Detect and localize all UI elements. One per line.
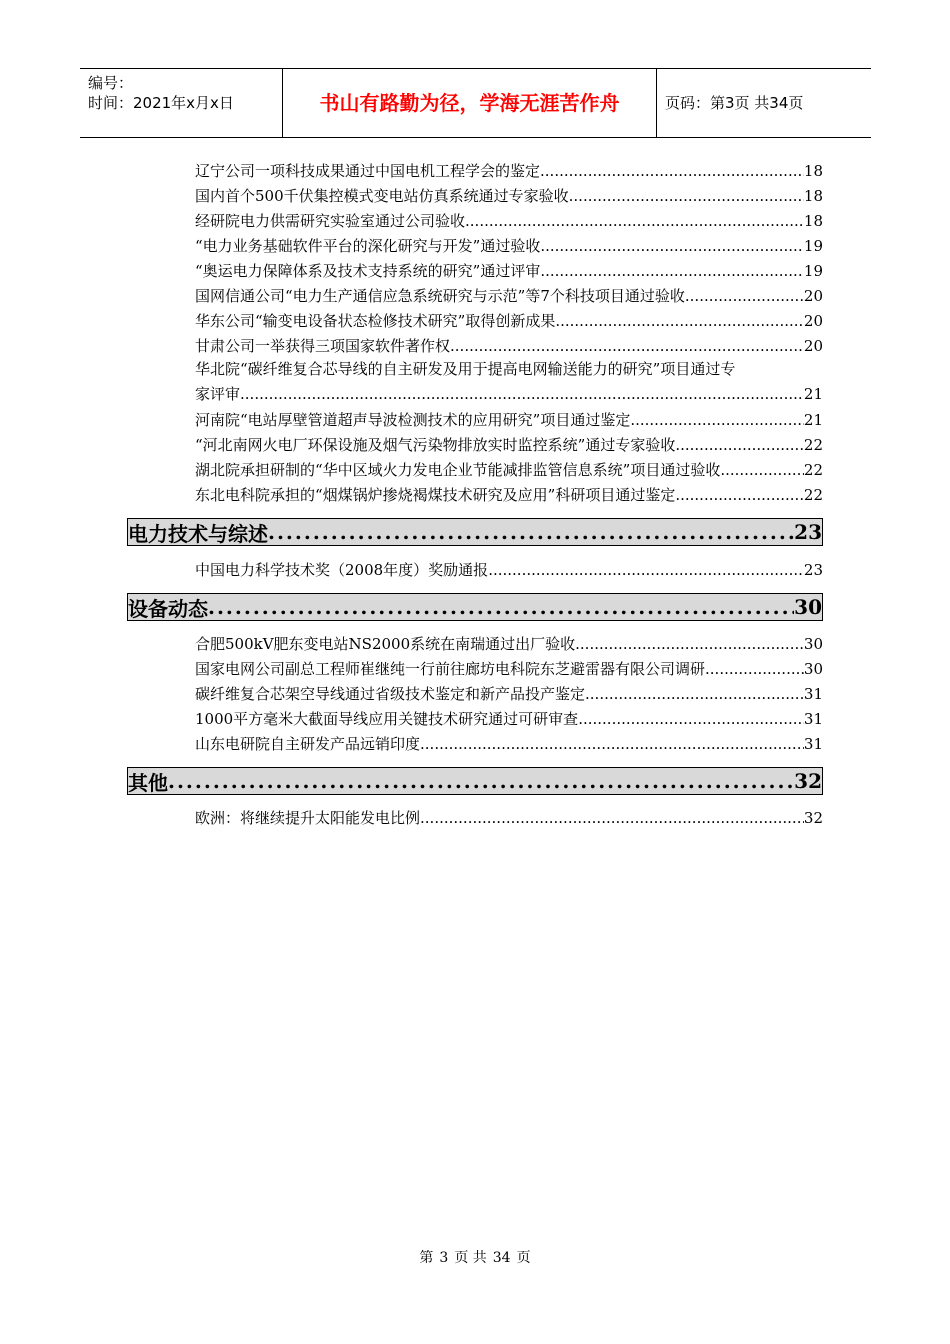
toc-entry-page: 23	[803, 561, 823, 579]
toc-entry-title: 碳纤维复合芯架空导线通过省级技术鉴定和新产品投产鉴定	[195, 685, 586, 703]
toc-entry-page: 31	[803, 685, 823, 703]
section-title: 其他	[128, 770, 168, 795]
toc-entry-title: 欧洲：将继续提升太阳能发电比例	[195, 809, 421, 827]
toc-entry-page: 20	[803, 287, 823, 305]
toc-entry[interactable]	[195, 162, 823, 180]
toc-leader	[720, 461, 804, 479]
toc-entry-page: 21	[803, 385, 823, 403]
toc-entry[interactable]	[195, 660, 823, 678]
toc-leader	[540, 162, 804, 180]
toc-entry[interactable]	[195, 287, 823, 305]
section-page: 30	[794, 595, 822, 619]
toc-entry-multiline[interactable]	[195, 357, 823, 407]
toc-leader	[675, 486, 804, 504]
toc-entry[interactable]	[195, 561, 823, 579]
header-page-info: 页码：第3页 共34页	[665, 94, 804, 112]
toc-entry-title: 华东公司“输变电设备状态检修技术研究”取得创新成果	[195, 312, 556, 330]
toc-leader	[465, 212, 804, 230]
toc-entry-page: 22	[803, 461, 823, 479]
footer-mid: 页 共	[454, 1250, 487, 1266]
toc-entry[interactable]	[195, 735, 823, 753]
toc-entry[interactable]	[195, 436, 823, 454]
toc-leader	[705, 660, 804, 678]
toc-entry-page: 32	[803, 809, 823, 827]
toc-leader	[578, 710, 804, 728]
toc-entry-page: 22	[803, 486, 823, 504]
toc-entry-page: 18	[803, 187, 823, 205]
toc-section-heading[interactable]	[127, 767, 823, 795]
toc-leader	[569, 187, 804, 205]
toc-leader	[268, 520, 794, 544]
toc-entry-page: 19	[803, 237, 823, 255]
toc-leader	[420, 809, 804, 827]
toc-entry-title: 合肥500kV肥东变电站NS2000系统在南瑞通过出厂验收	[195, 635, 576, 653]
toc-leader	[488, 561, 804, 579]
toc-entry-title: 河南院“电站厚壁管道超声导波检测技术的应用研究”项目通过鉴定	[195, 411, 631, 429]
section-page: 32	[794, 769, 822, 793]
toc-entry-title-line2: 家评审	[195, 385, 241, 403]
toc-entry-title: 甘肃公司一举获得三项国家软件著作权	[195, 337, 451, 355]
toc-entry-row2	[195, 382, 823, 407]
toc-entry-title: “奥运电力保障体系及技术支持系统的研究”通过评审	[195, 262, 541, 280]
toc-leader	[540, 262, 804, 280]
toc-section-heading[interactable]	[127, 593, 823, 621]
section-page: 23	[794, 520, 822, 544]
toc-entry-title: 国家电网公司副总工程师崔继纯一行前往廊坊电科院东芝避雷器有限公司调研	[195, 660, 706, 678]
toc-section-heading[interactable]	[127, 518, 823, 546]
toc-entry[interactable]	[195, 461, 823, 479]
toc-entry-page: 20	[803, 312, 823, 330]
toc-entry-page: 22	[803, 436, 823, 454]
toc-entry-title: “电力业务基础软件平台的深化研究与开发”通过验收	[195, 237, 541, 255]
toc-leader	[575, 635, 804, 653]
toc-entry-page: 30	[803, 660, 823, 678]
toc-entry[interactable]	[195, 262, 823, 280]
toc-entry-title: “河北南网火电厂环保设施及烟气污染物排放实时监控系统”通过专家验收	[195, 436, 676, 454]
toc-entry-title: 经研院电力供需研究实验室通过公司验收	[195, 212, 466, 230]
toc-entry[interactable]	[195, 809, 823, 827]
toc-leader	[585, 685, 804, 703]
toc-entry-page: 18	[803, 162, 823, 180]
toc-entry-title: 国网信通公司“电力生产通信应急系统研究与示范”等7个科技项目通过验收	[195, 287, 685, 305]
toc-entry[interactable]	[195, 337, 823, 355]
toc-entry[interactable]	[195, 237, 823, 255]
footer-prefix: 第	[419, 1250, 434, 1266]
toc-entry-page: 21	[803, 411, 823, 429]
footer-current-page: 3	[439, 1250, 449, 1266]
toc-leader	[685, 287, 804, 305]
toc-entry[interactable]	[195, 486, 823, 504]
toc-entry-title-line1: 华北院“碳纤维复合芯导线的自主研发及用于提高电网输送能力的研究”项目通过专	[195, 360, 736, 378]
toc-leader	[675, 436, 804, 454]
toc-entry-page: 31	[803, 710, 823, 728]
section-title: 设备动态	[128, 596, 208, 621]
footer-total-pages: 34	[492, 1250, 511, 1266]
toc-leader	[555, 312, 804, 330]
toc-entry[interactable]	[195, 685, 823, 703]
toc-entry-title: 东北电科院承担的“烟煤锅炉掺烧褐煤技术研究及应用”科研项目通过鉴定	[195, 486, 676, 504]
toc-entry[interactable]	[195, 710, 823, 728]
toc-leader	[420, 735, 804, 753]
toc-leader	[540, 237, 804, 255]
toc-entry-title: 辽宁公司一项科技成果通过中国电机工程学会的鉴定	[195, 162, 541, 180]
time-label: 时间：2021年x月x日	[88, 94, 234, 112]
toc-entry-page: 20	[803, 337, 823, 355]
page-footer	[0, 1247, 950, 1267]
toc-entry-page: 18	[803, 212, 823, 230]
toc-entry-page: 31	[803, 735, 823, 753]
toc-entry[interactable]	[195, 635, 823, 653]
toc-leader	[168, 769, 794, 793]
toc-entry-title: 湖北院承担研制的“华中区域火力发电企业节能减排监管信息系统”项目通过验收	[195, 461, 721, 479]
toc-entry[interactable]	[195, 411, 823, 429]
number-label: 编号：	[88, 74, 134, 92]
toc-entry[interactable]	[195, 187, 823, 205]
toc-leader	[630, 411, 804, 429]
toc-entry-title: 山东电研院自主研发产品远销印度	[195, 735, 421, 753]
header-motto: 书山有路勤为径，学海无涯苦作舟	[283, 69, 657, 137]
toc-leader	[240, 382, 804, 407]
toc-entry-page: 19	[803, 262, 823, 280]
toc-entry-title: 中国电力科学技术奖（2008年度）奖励通报	[195, 561, 489, 579]
toc-leader	[450, 337, 804, 355]
header-meta	[80, 69, 283, 137]
footer-suffix: 页	[516, 1250, 531, 1266]
toc-entry-page: 30	[803, 635, 823, 653]
section-title: 电力技术与综述	[128, 521, 268, 546]
toc-entry[interactable]	[195, 212, 823, 230]
toc-entry-title: 1000平方毫米大截面导线应用关键技术研究通过可研审查	[195, 710, 579, 728]
page-header	[80, 68, 871, 138]
toc-entry[interactable]	[195, 312, 823, 330]
toc-entry-title: 国内首个500千伏集控模式变电站仿真系统通过专家验收	[195, 187, 569, 205]
toc-leader	[208, 595, 794, 619]
